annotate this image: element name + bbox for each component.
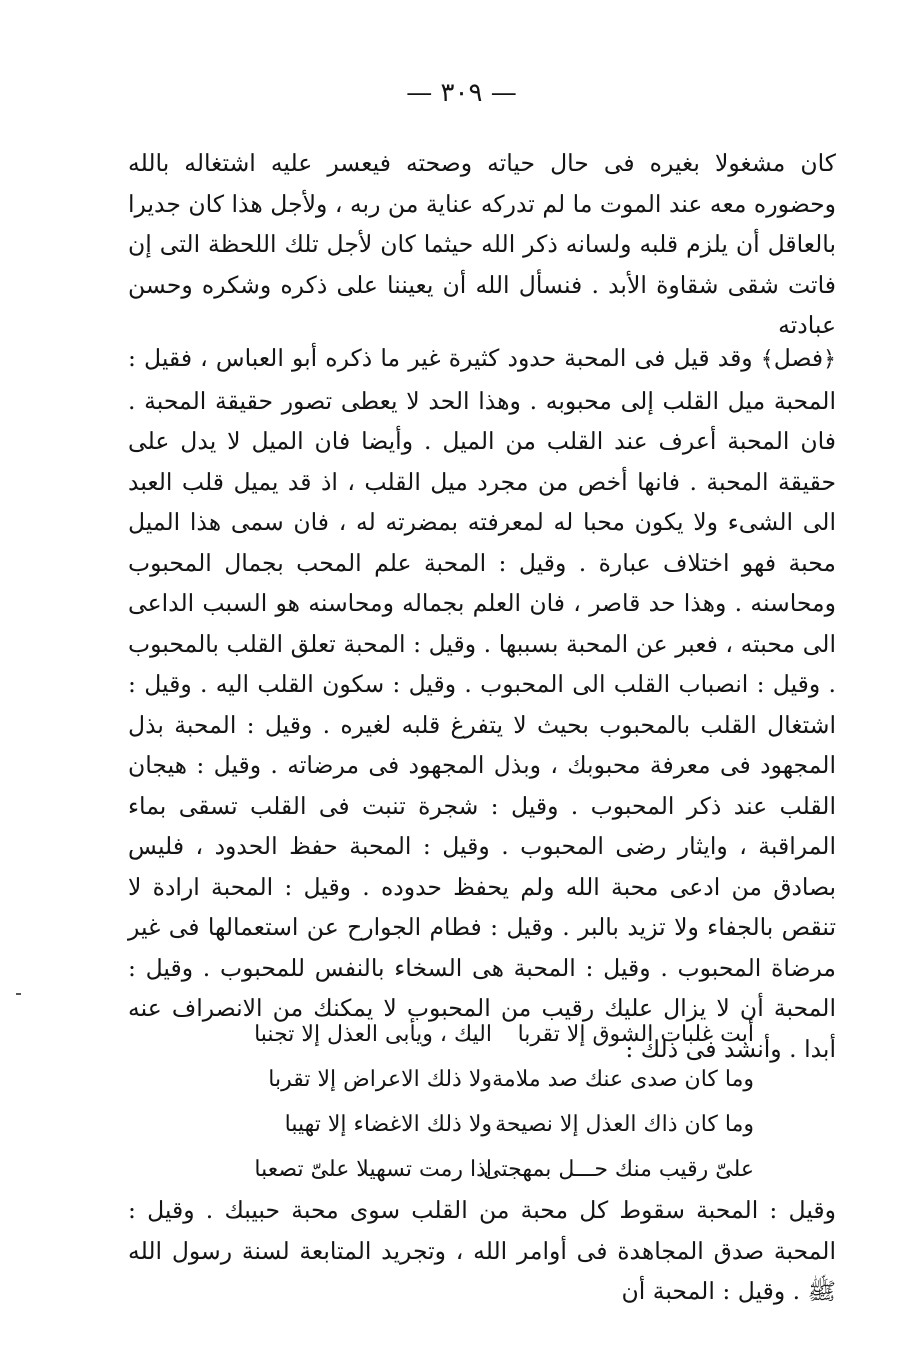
paragraph-1: كان مشغولا بغيره فى حال حياته وصحته فيعسر عليه اشتغاله بالله وحضوره معه عند الموت ما لم تدركه عناية من ربه ، ولأجل هذا كان جديرا بالعاقل أن يلزم قلبه ولسانه ذكر الله حيثما كان لأجل تلك اللحظة التى إن فاتت شقى شقاوة الأبد . فنسأل الله أن يعيننا على ذكره وشكره وحسن عبادته [128, 149, 836, 339]
paragraph-3: وقيل : المحبة سقوط كل محبة من القلب سوى محبة حبيبك . وقيل : المحبة صدق المجاهدة فى أوامر الله ، وتجريد المتابعة لسنة رسول الله ﷺ . وقيل : المحبة أن [128, 1196, 836, 1305]
verse-hemistich-first: أبت غلبات الشوق إلا تقربا [517, 1022, 754, 1047]
margin-mark [16, 993, 21, 995]
section-lead: وقد قيل فى المحبة حدود كثيرة غير ما ذكره أبو العباس ، فقيل : [128, 344, 761, 372]
poem [232, 1012, 754, 1192]
paragraph-2 [128, 338, 836, 1069]
verse-line [232, 1102, 754, 1147]
verse-line [232, 1012, 754, 1057]
verse-hemistich-second: اذا رمت تسهيلا علىّ تصعبا [254, 1157, 492, 1182]
verse-line [232, 1057, 754, 1102]
verse-hemistich-first: علىّ رقيب منك حـــل بمهجتى [483, 1157, 754, 1182]
verse-line [232, 1147, 754, 1192]
bracket-close: ﴾ [760, 347, 774, 372]
verse-hemistich-second: ولا ذلك الاعراض إلا تقربا [268, 1067, 492, 1092]
verse-hemistich-first: وما كان صدى عنك صد ملامة [492, 1067, 754, 1092]
bracket-open: ﴿ [823, 347, 836, 372]
verse-hemistich-second: اليك ، ويأبى العذل إلا تجنبا [254, 1022, 492, 1047]
verse-hemistich-first: وما كان ذاك العذل إلا نصيحة [495, 1112, 754, 1137]
paragraph-2-body: المحبة ميل القلب إلى محبوبه . وهذا الحد لا يعطى تصور حقيقة المحبة . فان المحبة أعرف عند القلب من الميل . وأيضا فان الميل لا يدل على حقيقة المحبة . فانها أخص من مجرد ميل القلب ، اذ قد يميل قلب العبد الى الشىء ولا يكون محبا له لمعرفته بمضرته له ، فان سمى هذا الميل محبة فهو اختلاف عبارة . وقيل : المحبة علم المحب بجمال المحبوب ومحاسنه . وهذا حد قاصر ، فان العلم بجماله ومحاسنه هو السبب الداعى الى محبته ، فعبر عن المحبة بسببها . وقيل : المحبة تعلق القلب بالمحبوب . وقيل : انصباب القلب الى المحبوب . وقيل : سكون القلب اليه . وقيل : اشتغال القلب بالمحبوب بحيث لا يتفرغ قلبه لغيره . وقيل : المحبة بذل المجهود فى معرفة محبوبك ، وبذل المجهود فى مرضاته . وقيل : هيجان القلب عند ذكر المحبوب . وقيل : شجرة تنبت فى القلب تسقى بماء المراقبة ، وايثار رضى المحبوب . وقيل : المحبة حفظ الحدود ، فليس بصادق من ادعى محبة الله ولم يحفظ حدوده . وقيل : المحبة ارادة لا تنقص بالجفاء ولا تزيد بالبر . وقيل : فطام الجوارح عن استعمالها فى غير مرضاة المحبوب . وقيل : المحبة هى السخاء بالنفس للمحبوب . وقيل : المحبة أن لا يزال عليك رقيب من المحبوب لا يمكنك من الانصراف عنه أبدا . وأنشد فى ذلك : [128, 386, 836, 1063]
page-number: — ٣٠٩ — [406, 78, 517, 108]
verse-hemistich-second: ولا ذلك الاغضاء إلا تهيبا [284, 1112, 492, 1137]
section-heading: فصل [773, 344, 824, 372]
